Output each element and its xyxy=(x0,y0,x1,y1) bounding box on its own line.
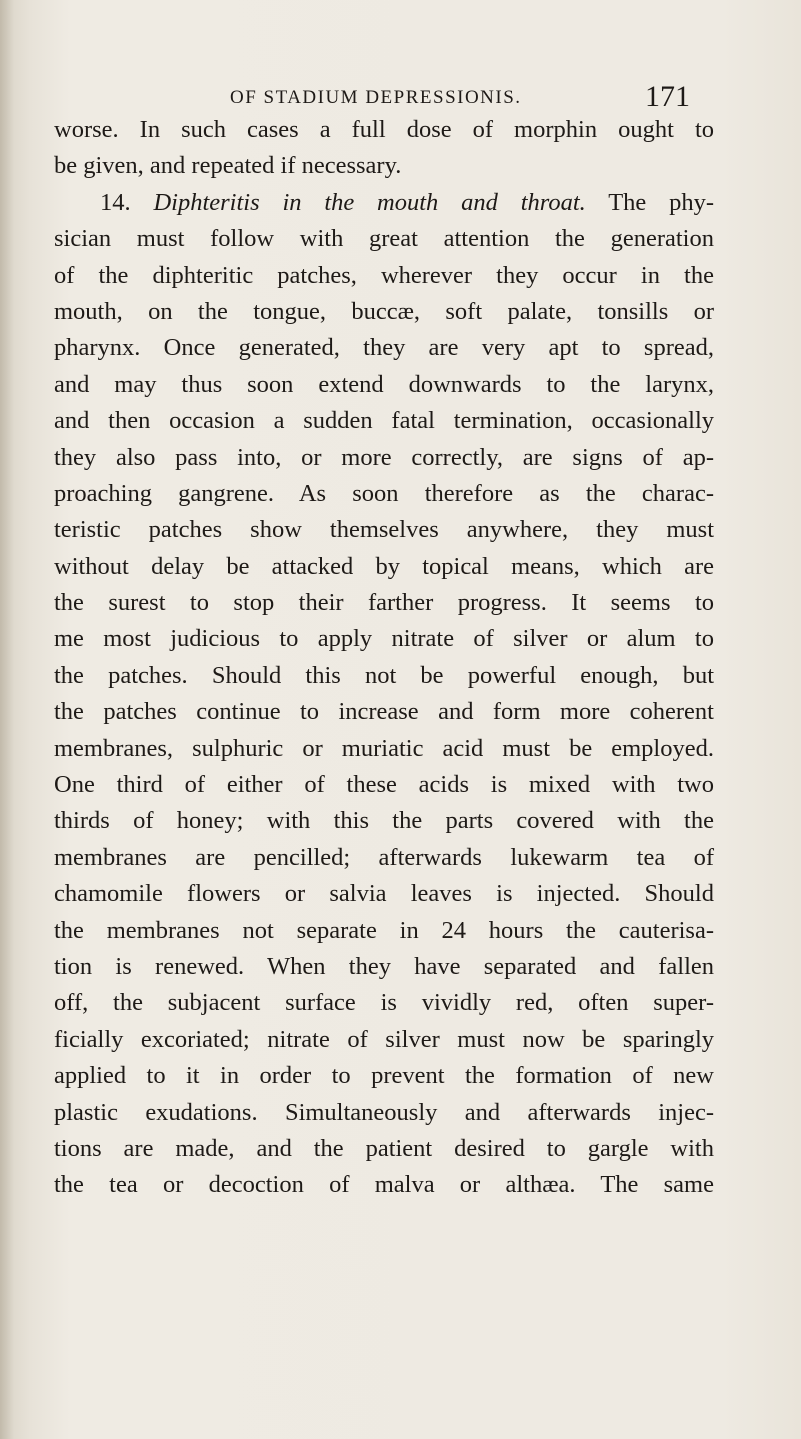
text-line: without delay be attacked by topical means, which are xyxy=(54,552,714,580)
running-title: OF STADIUM DEPRESSIONIS. xyxy=(230,87,522,108)
binding-shadow xyxy=(0,0,14,1439)
text-line: the membranes not separate in 24 hours the cauterisa- xyxy=(54,916,714,944)
text-line: they also pass into, or more correctly, are signs of ap- xyxy=(54,443,714,471)
text-line: thirds of honey; with this the parts covered with the xyxy=(54,807,714,835)
section-heading-line xyxy=(54,185,714,221)
text-line: ficially excoriated; nitrate of silver must now be sparingly xyxy=(54,1025,714,1053)
text-line: the surest to stop their farther progress. It seems to xyxy=(54,589,714,617)
text-line: applied to it in order to prevent the formation of new xyxy=(54,1062,714,1090)
text-line: mouth, on the tongue, buccæ, soft palate, tonsills or xyxy=(54,297,714,325)
text-line: the tea or decoction of malva or althæa. The same xyxy=(54,1171,714,1199)
text-line: chamomile flowers or salvia leaves is injected. Should xyxy=(54,880,714,908)
text-line: membranes are pencilled; afterwards lukewarm tea of xyxy=(54,843,714,871)
text-line: plastic exudations. Simultaneously and afterwards injec- xyxy=(54,1098,714,1126)
text-line: the patches continue to increase and form more coherent xyxy=(54,698,714,726)
section-number: 14. xyxy=(100,188,131,216)
text-line: off, the subjacent surface is vividly red, often super- xyxy=(54,989,714,1017)
text-line: tions are made, and the patient desired to gargle with xyxy=(54,1134,714,1162)
section-title: Diphteritis in the mouth and throat. xyxy=(153,188,586,216)
text-line: membranes, sulphuric or muriatic acid must be employed. xyxy=(54,734,714,762)
text-line: tion is renewed. When they have separated and fallen xyxy=(54,952,714,980)
text-line: pharynx. Once generated, they are very apt to spread, xyxy=(54,334,714,362)
text-line: sician must follow with great attention the generation xyxy=(54,225,714,253)
text-line: of the diphteritic patches, wherever they occur in the xyxy=(54,261,714,289)
text-line: and then occasion a sudden fatal termination, occasionally xyxy=(54,407,714,435)
text-fragment: The phy- xyxy=(608,188,715,216)
text-line: the patches. Should this not be powerful enough, but xyxy=(54,661,714,689)
text-line: and may thus soon extend downwards to the larynx, xyxy=(54,370,714,398)
running-head xyxy=(230,82,690,112)
text-line: proaching gangrene. As soon therefore as the charac- xyxy=(54,479,714,507)
text-line: One third of either of these acids is mixed with two xyxy=(54,771,714,799)
text-line: me most judicious to apply nitrate of silver or alum to xyxy=(54,625,714,653)
body-text xyxy=(54,112,714,1204)
text-line: worse. In such cases a full dose of morphin ought to xyxy=(54,116,714,143)
text-line: be given, and repeated if necessary. xyxy=(54,152,402,180)
page-number: 171 xyxy=(645,80,690,113)
text-line: teristic patches show themselves anywhere, they must xyxy=(54,516,714,544)
